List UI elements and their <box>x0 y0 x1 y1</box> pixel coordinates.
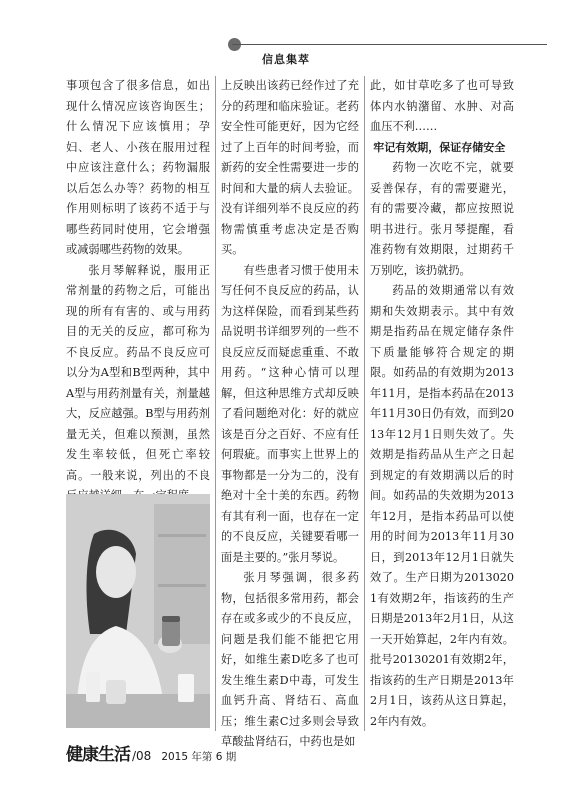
article-column-1 <box>66 76 210 507</box>
page-footer <box>66 740 237 765</box>
woman-holding-medicine-bottle-photo <box>66 494 210 728</box>
column-divider <box>215 76 216 731</box>
header-rule <box>232 44 547 45</box>
article-column-2 <box>221 76 359 753</box>
section-heading: 牢记有效期，保证存储安全 <box>373 140 506 154</box>
paragraph: 有些患者习惯于使用未写任何不良反应的药品，认为这样保险，而看到某些药品说明书详细罗列的一些不良反应反而疑虑重重、不敢用药。“这种心情可以理解，但这种思维方式却反映了看问题绝对化：好的就应该是百分之百好、不应有任何瑕疵。而事实上世界上的事物都是一分为二的，没有绝对十全十美的东西。药物有其有利一面，也存在一定的不良反应，关键要看哪一面是主要的。”张月琴说。 <box>221 263 359 564</box>
page-number: /08 <box>132 749 152 763</box>
paragraph: 此，如甘草吃多了也可导致体内水钠潴留、水肿、对高血压不利…… <box>370 79 514 133</box>
paragraph: 上反映出该药已经作过了充分的药理和临床验证。老药安全性可能更好，因为它经过了上百年的时间考验，而新药的安全性需要进一步的时间和大量的病人去验证。没有详细列举不良反应的药物需慎重考虑决定是否购买。 <box>221 79 359 256</box>
paragraph: 药品的效期通常以有效期和失效期表示。其中有效期是指药品在规定储存条件下质量能够符合规定的期限。如药品的有效期为2013年11月，是指本药品在2013年11月30日仍有效，而到2013年12月1日则失效了。失效期是指药品从生产之日起到规定的有效期满以后的时间。如药品的失效期为2013年12月，是指本药品可以使用的时间为2013年11月30日，到2013年12月1日就失效了。生产日期为20130201有效期2年，指该药的生产日期是2013年2月1日，从这一天开始算起，2年内有效。批号20130201有效期2年，指该药的生产日期是2013年2月1日，该药从这日算起，2年内有效。 <box>370 284 514 728</box>
paragraph: 事项包含了很多信息，如出现什么情况应该咨询医生；什么情况下应该慎用；孕妇、老人、小孩在服用过程中应该注意什么；药物漏服以后怎么办等？药物的相互作用则标明了该药不适于与哪些药同时使用，它会增强或减弱哪些药物的效果。 <box>66 79 210 256</box>
column-divider <box>364 76 365 731</box>
issue-label: 2015 年第 6 期 <box>161 751 237 763</box>
paragraph: 张月琴解释说，服用正常剂量的药物之后，可能出现的所有有害的、或与用药目的无关的反应，都可称为不良反应。药品不良反应可以分为A型和B型两种，其中A型与用药剂量有关，剂量越大，反应越强。B型与用药剂量无关，但难以预测，虽然发生率较低，但死亡率较高。一般来说，列出的不良 <box>66 263 210 482</box>
section-title: 信息集萃 <box>262 53 310 66</box>
magazine-logo: 健康生活 <box>66 745 130 765</box>
paragraph: 张月琴强调，很多药物，包括很多常用药，都会存在或多或少的不良反应，问题是我们能不能把它用好，如维生素D吃多了也可发生维生素D中毒，可发生血钙升高、肾结石、高血压；维生素C过多则会导致草酸盐肾结石，中药也是如 <box>221 571 359 748</box>
article-column-3 <box>370 76 514 732</box>
paragraph: 药物一次吃不完，就要妥善保存，有的需要避光，有的需要冷藏，都应按照说明书进行。张月琴提醒，看准药物有效期限，过期药千万别吃，该扔就扔。 <box>370 161 514 277</box>
